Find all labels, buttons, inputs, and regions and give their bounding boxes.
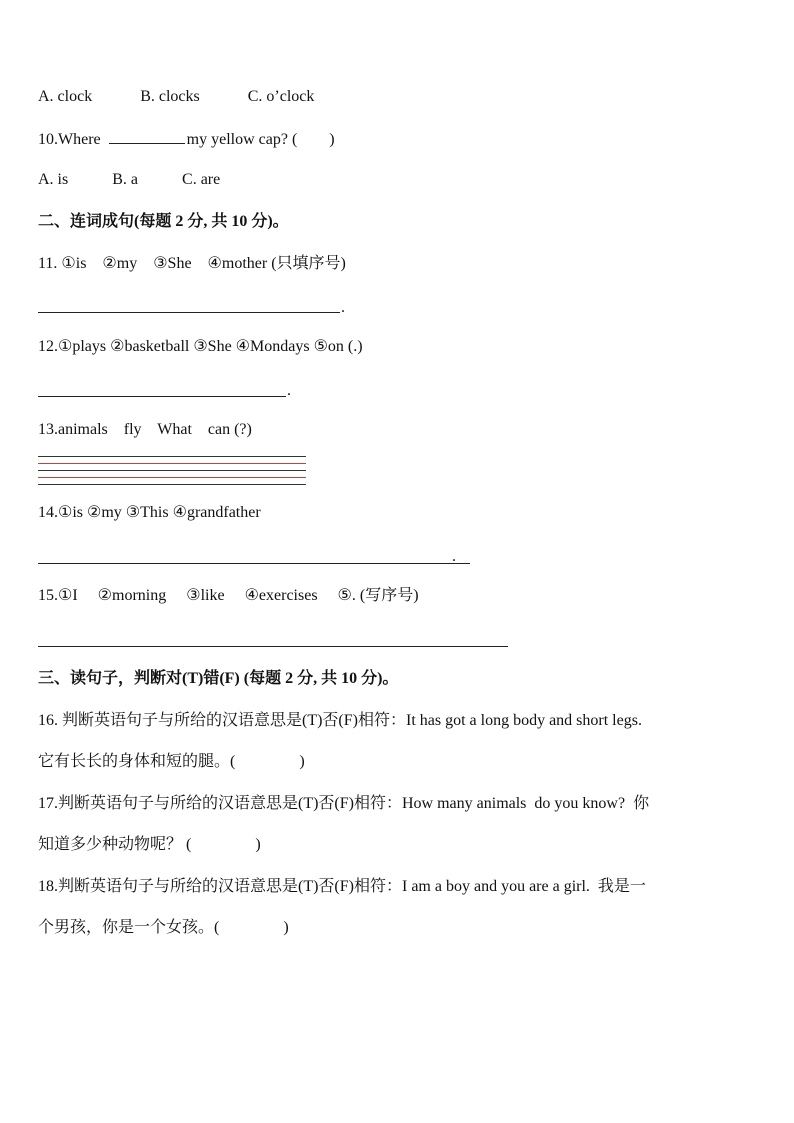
q9-option-b: B. clocks (140, 88, 200, 105)
q11-question: 11. ①is ②my ③She ④mother (只填序号) (38, 255, 346, 272)
q9-option-c: C. o’clock (247, 88, 315, 105)
q9-options (38, 87, 314, 107)
q11-answer-line[interactable] (38, 312, 340, 313)
q18-line-1: 18.判断英语句子与所给的汉语意思是(T)否(F)相符：I am a boy and you are a girl. 我是一 (38, 878, 646, 895)
q10-option-b: B. a (112, 171, 139, 188)
q17-line-1: 17.判断英语句子与所给的汉语意思是(T)否(F)相符：How many animals do you know? 你 (38, 795, 650, 812)
q13-writing-line-4[interactable] (38, 477, 306, 478)
q12-period: . (287, 382, 291, 399)
q14-question: 14.①is ②my ③This ④grandfather (38, 504, 261, 521)
q13-writing-line-3[interactable] (38, 470, 306, 471)
q10-prefix: 10.Where (38, 131, 101, 148)
q10-option-c: C. are (182, 171, 221, 188)
q10-blank[interactable] (109, 129, 185, 144)
q13-writing-line-5[interactable] (38, 484, 306, 485)
section2-title: 二、连词成句(每题 2 分, 共 10 分)。 (38, 213, 289, 230)
q12-question: 12.①plays ②basketball ③She ④Mondays ⑤on (.) (38, 338, 363, 355)
q14-answer-line[interactable] (38, 563, 470, 564)
q16-line-2[interactable]: 它有长长的身体和短的腿。( ) (38, 753, 305, 770)
q10-question (38, 129, 335, 150)
section3-title: 三、读句子，判断对(T)错(F) (每题 2 分, 共 10 分)。 (38, 670, 399, 687)
q16-line-1: 16. 判断英语句子与所给的汉语意思是(T)否(F)相符：It has got a long body and short legs. (38, 712, 642, 729)
q9-option-a: A. clock (38, 88, 93, 105)
q17-line-2[interactable]: 知道多少种动物呢？ ( ) (38, 836, 261, 853)
q15-answer-line[interactable] (38, 646, 508, 647)
q10-after: my yellow cap? ( (186, 131, 298, 148)
q14-period: . (452, 548, 456, 565)
q13-question: 13.animals fly What can (?) (38, 421, 252, 438)
q11-period: . (341, 299, 345, 316)
q13-writing-line-2[interactable] (38, 463, 306, 464)
q13-writing-line-1[interactable] (38, 456, 306, 457)
q12-answer-line[interactable] (38, 396, 286, 397)
q15-question: 15.①I ②morning ③like ④exercises ⑤. (写序号) (38, 587, 419, 604)
q10-option-a: A. is (38, 171, 69, 188)
q10-close: ) (329, 131, 335, 148)
q18-line-2[interactable]: 个男孩，你是一个女孩。( ) (38, 919, 289, 936)
q10-options (38, 170, 220, 190)
